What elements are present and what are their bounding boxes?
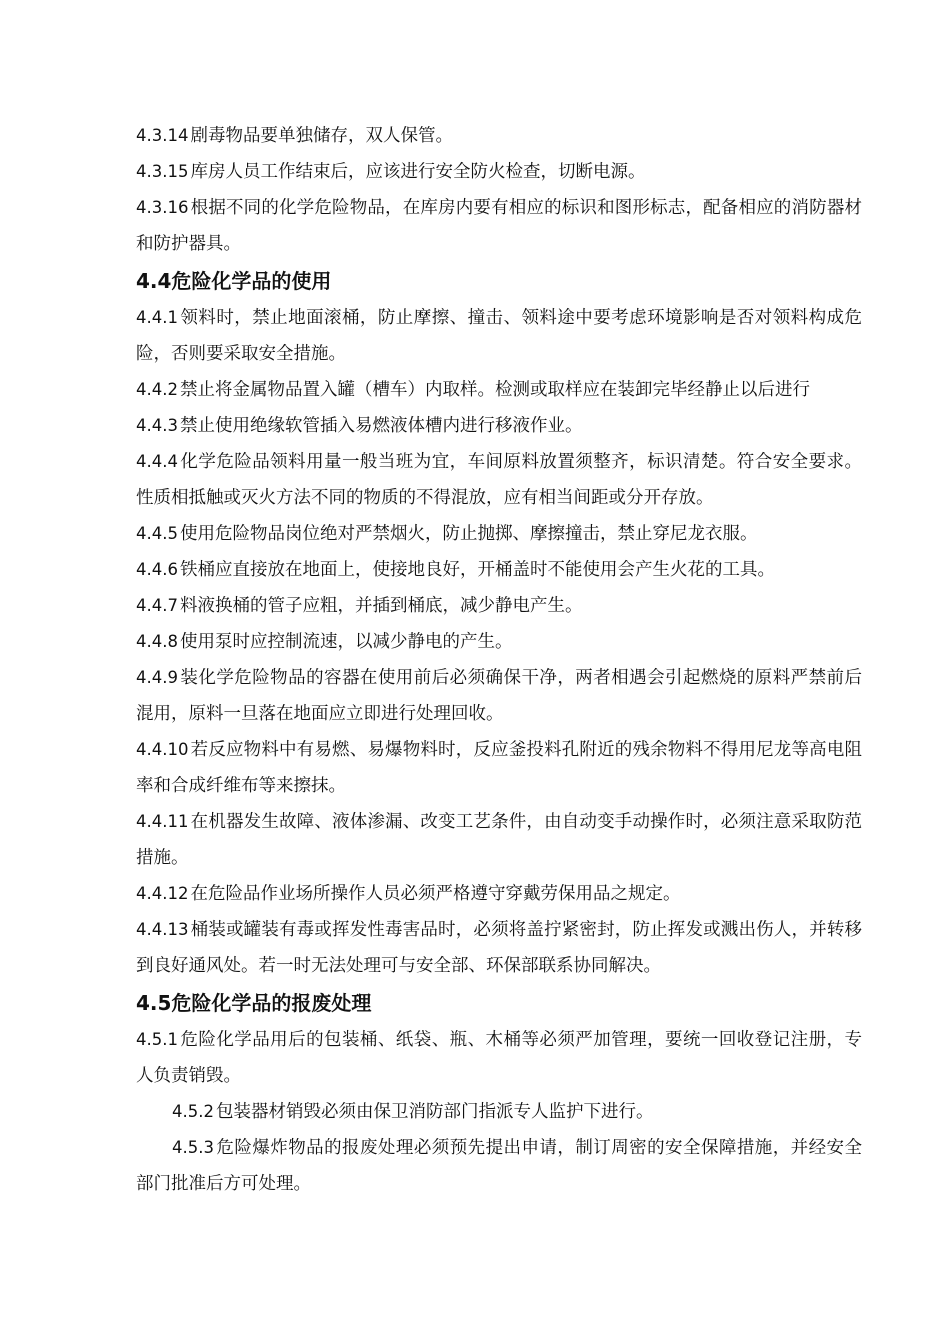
clause-number: 4.4.13 — [136, 920, 189, 939]
clause-4-4-3 — [136, 408, 862, 444]
clause-4-4-9 — [136, 660, 862, 732]
clause-text: 库房人员工作结束后，应该进行安全防火检查，切断电源。 — [190, 162, 646, 182]
clause-text: 料液换桶的管子应粗，并插到桶底，减少静电产生。 — [179, 596, 583, 616]
clause-4-4-10 — [136, 732, 862, 804]
clause-text: 危险化学品用后的包装桶、纸袋、瓶、木桶等必须严加管理，要统一回收登记注册，专人负责销毁。 — [136, 1030, 862, 1086]
clause-text: 领料时，禁止地面滚桶，防止摩擦、撞击、领料途中要考虑环境影响是否对领料构成危险，否则要采取安全措施。 — [136, 308, 862, 364]
clause-text: 在机器发生故障、液体渗漏、改变工艺条件，由自动变手动操作时，必须注意采取防范措施。 — [136, 812, 862, 868]
clause-number: 4.3.15 — [136, 162, 189, 181]
clause-4-4-11 — [136, 804, 862, 876]
clause-text: 桶装或罐装有毒或挥发性毒害品时，必须将盖拧紧密封，防止挥发或溅出伤人，并转移到良好通风处。若一时无法处理可与安全部、环保部联系协同解决。 — [136, 920, 862, 976]
clause-4-4-13 — [136, 912, 862, 984]
clause-text: 禁止将金属物品置入罐（槽车）内取样。检测或取样应在装卸完毕经静止以后进行 — [179, 380, 810, 400]
clause-text: 铁桶应直接放在地面上，使接地良好，开桶盖时不能使用会产生火花的工具。 — [179, 560, 775, 580]
clause-text: 根据不同的化学危险物品，在库房内要有相应的标识和图形标志，配备相应的消防器材和防护器具。 — [136, 198, 862, 254]
clause-4-5-3 — [136, 1130, 862, 1202]
clause-4-4-5 — [136, 516, 862, 552]
clause-4-4-6 — [136, 552, 862, 588]
clause-number: 4.4.1 — [136, 308, 178, 327]
clause-text: 若反应物料中有易燃、易爆物料时，反应釜投料孔附近的残余物料不得用尼龙等高电阻率和合成纤维布等来擦抹。 — [136, 740, 862, 796]
clause-4-4-7 — [136, 588, 862, 624]
clause-number: 4.5.3 — [172, 1138, 214, 1157]
clause-number: 4.4.4 — [136, 452, 178, 471]
clause-number: 4.5.1 — [136, 1030, 178, 1049]
clause-number: 4.4.5 — [136, 524, 178, 543]
clause-number: 4.4.3 — [136, 416, 178, 435]
clause-4-3-14 — [136, 118, 862, 154]
section-heading-4-4: 4.4危险化学品的使用 — [136, 269, 332, 293]
clause-text: 使用危险物品岗位绝对严禁烟火，防止抛掷、摩擦撞击，禁止穿尼龙衣服。 — [179, 524, 758, 544]
document-body — [136, 118, 862, 1202]
clause-4-5-1 — [136, 1022, 862, 1094]
clause-4-4-4 — [136, 444, 862, 516]
clause-text: 包装器材销毁必须由保卫消防部门指派专人监护下进行。 — [215, 1102, 654, 1122]
clause-number: 4.4.11 — [136, 812, 189, 831]
clause-number: 4.4.2 — [136, 380, 178, 399]
clause-number: 4.4.10 — [136, 740, 189, 759]
clause-text: 使用泵时应控制流速，以减少静电的产生。 — [179, 632, 513, 652]
clause-text: 剧毒物品要单独储存，双人保管。 — [190, 126, 453, 146]
clause-4-4-1 — [136, 300, 862, 372]
clause-text: 化学危险品领料用量一般当班为宜，车间原料放置须整齐，标识清楚。符合安全要求。性质相抵触或灭火方法不同的物质的不得混放，应有相当间距或分开存放。 — [136, 452, 862, 508]
clause-4-3-15 — [136, 154, 862, 190]
clause-4-4-2 — [136, 372, 862, 408]
clause-text: 危险爆炸物品的报废处理必须预先提出申请，制订周密的安全保障措施，并经安全部门批准后方可处理。 — [136, 1138, 862, 1194]
clause-text: 在危险品作业场所操作人员必须严格遵守穿戴劳保用品之规定。 — [190, 884, 681, 904]
clause-number: 4.5.2 — [172, 1102, 214, 1121]
section-heading-4-5: 4.5危险化学品的报废处理 — [136, 991, 372, 1015]
clause-4-4-12 — [136, 876, 862, 912]
clause-number: 4.4.6 — [136, 560, 178, 579]
clause-4-3-16 — [136, 190, 862, 262]
clause-number: 4.4.7 — [136, 596, 178, 615]
clause-number: 4.3.14 — [136, 126, 189, 145]
clause-number: 4.4.12 — [136, 884, 189, 903]
clause-4-5-2 — [136, 1094, 862, 1130]
clause-text: 禁止使用绝缘软管插入易燃液体槽内进行移液作业。 — [179, 416, 583, 436]
clause-text: 装化学危险物品的容器在使用前后必须确保干净，两者相遇会引起燃烧的原料严禁前后混用，原料一旦落在地面应立即进行处理回收。 — [136, 668, 862, 724]
clause-number: 4.4.8 — [136, 632, 178, 651]
clause-number: 4.3.16 — [136, 198, 189, 217]
clause-4-4-8 — [136, 624, 862, 660]
clause-number: 4.4.9 — [136, 668, 178, 687]
